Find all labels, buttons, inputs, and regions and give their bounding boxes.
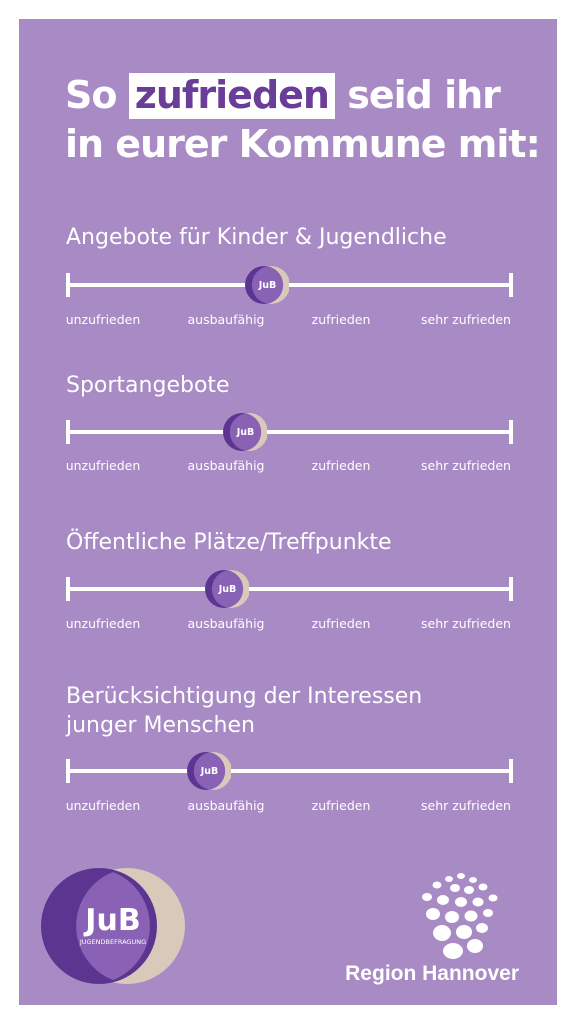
jub-marker-icon (223, 411, 267, 453)
rating-title: Angebote für Kinder & Jugendliche (66, 225, 447, 250)
rating-scale (66, 273, 513, 297)
scale-line (66, 430, 513, 434)
scale-label-zufrieden: zufrieden (311, 616, 371, 631)
jub-marker-label: JuB (218, 584, 237, 595)
region-hannover-name: Region Hannover (345, 962, 519, 985)
rating-marker (223, 411, 267, 453)
scale-labels (66, 798, 513, 816)
headline-line-2: in eurer Kommune mit: (65, 122, 540, 166)
jub-marker-label: JuB (236, 427, 255, 438)
rating-marker (205, 568, 249, 610)
scale-cap-right (509, 577, 513, 601)
jub-marker-icon (205, 568, 249, 610)
scale-labels (66, 458, 513, 476)
rating-title: Sportangebote (66, 373, 230, 398)
scale-cap-left (66, 420, 70, 444)
scale-label-unzufrieden: unzufrieden (65, 312, 141, 327)
headline-rest: seid ihr (347, 73, 500, 117)
scale-label-unzufrieden: unzufrieden (65, 458, 141, 473)
scale-line (66, 587, 513, 591)
headline-line-1 (65, 71, 540, 120)
scale-cap-left (66, 273, 70, 297)
scale-labels (66, 312, 513, 330)
jub-marker-icon (187, 750, 231, 792)
headline-highlight: zufrieden (129, 73, 335, 119)
scale-line (66, 283, 513, 287)
region-hannover-logo (331, 871, 531, 986)
scale-label-zufrieden: zufrieden (311, 312, 371, 327)
scale-label-ausbaufaehig: ausbaufähig (187, 798, 265, 813)
jub-marker-label: JuB (258, 280, 277, 291)
rating-title-line-2: junger Menschen (66, 713, 255, 738)
jub-marker-label: JuB (200, 766, 219, 777)
scale-label-ausbaufaehig: ausbaufähig (187, 616, 265, 631)
rating-scale (66, 577, 513, 601)
scale-cap-right (509, 420, 513, 444)
headline (65, 71, 540, 169)
rating-title: Öffentliche Plätze/Treffpunkte (66, 530, 392, 555)
scale-label-sehr-zufrieden: sehr zufrieden (421, 312, 511, 327)
scale-cap-left (66, 759, 70, 783)
jub-logo-graphic (39, 866, 189, 986)
scale-labels (66, 616, 513, 634)
scale-label-zufrieden: zufrieden (311, 798, 371, 813)
scale-label-sehr-zufrieden: sehr zufrieden (421, 798, 511, 813)
scale-cap-right (509, 759, 513, 783)
scale-label-ausbaufaehig: ausbaufähig (187, 458, 265, 473)
scale-cap-left (66, 577, 70, 601)
jub-logo (39, 866, 189, 986)
jub-logo-subtitle: JUGENDBEFRAGUNG (79, 938, 147, 946)
scale-line (66, 769, 513, 773)
rating-scale (66, 420, 513, 444)
rating-marker (245, 264, 289, 306)
headline-word-so: So (65, 73, 117, 117)
scale-label-ausbaufaehig: ausbaufähig (187, 312, 265, 327)
rating-scale (66, 759, 513, 783)
region-dots-icon (331, 871, 531, 959)
rating-marker (187, 750, 231, 792)
scale-label-unzufrieden: unzufrieden (65, 616, 141, 631)
scale-label-sehr-zufrieden: sehr zufrieden (421, 458, 511, 473)
scale-label-unzufrieden: unzufrieden (65, 798, 141, 813)
jub-marker-icon (245, 264, 289, 306)
scale-label-zufrieden: zufrieden (311, 458, 371, 473)
scale-cap-right (509, 273, 513, 297)
rating-title: Berücksichtigung der Interessen (66, 684, 423, 709)
scale-label-sehr-zufrieden: sehr zufrieden (421, 616, 511, 631)
poster (19, 19, 557, 1005)
jub-logo-brand: JuB (85, 903, 141, 938)
